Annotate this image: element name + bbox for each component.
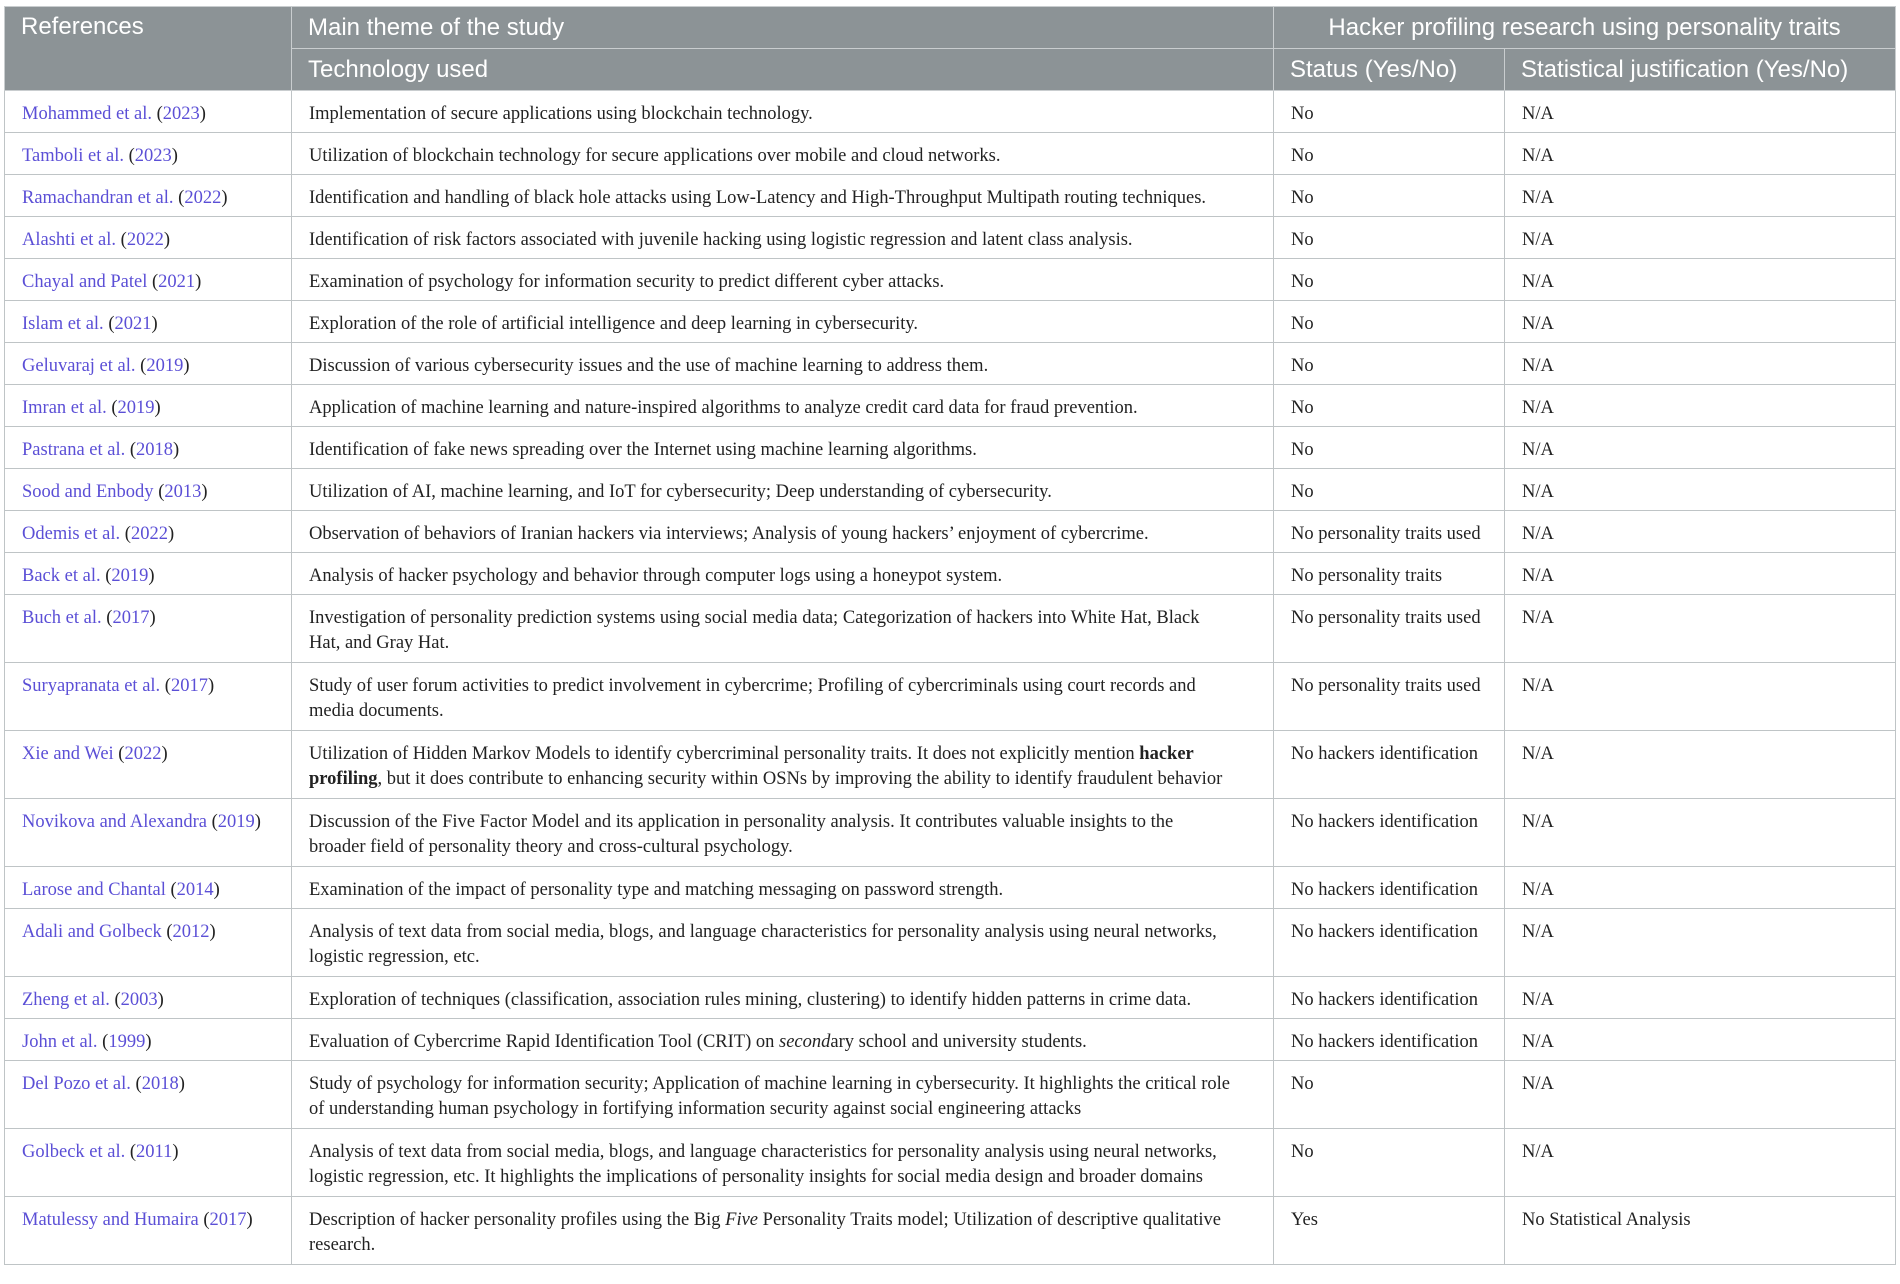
reference-link[interactable]: John et al. [22, 1032, 98, 1052]
status-cell: No personality traits used [1274, 511, 1505, 553]
technology-cell: Identification of fake news spreading over the Internet using machine learning algorithms. [292, 427, 1274, 469]
reference-year-link[interactable]: 2018 [141, 1074, 179, 1094]
status-cell: No hackers identification [1274, 867, 1505, 909]
table-row [5, 427, 1896, 469]
table-row [5, 259, 1896, 301]
reference-cell: Buch et al. (2017) [5, 595, 292, 663]
table-row [5, 511, 1896, 553]
table-row [5, 553, 1896, 595]
reference-year-link[interactable]: 1999 [108, 1032, 146, 1052]
status-cell: No personality traits used [1274, 595, 1505, 663]
table-row [5, 977, 1896, 1019]
reference-cell: Del Pozo et al. (2018) [5, 1061, 292, 1129]
reference-cell: Ramachandran et al. (2022) [5, 175, 292, 217]
technology-cell: Evaluation of Cybercrime Rapid Identification Tool (CRIT) on secondary school and university students. [292, 1019, 1274, 1061]
reference-cell: Zheng et al. (2003) [5, 977, 292, 1019]
table-row [5, 175, 1896, 217]
reference-link[interactable]: Ramachandran et al. [22, 188, 174, 208]
statistical-cell: N/A [1505, 867, 1896, 909]
reference-link[interactable]: Geluvaraj et al. [22, 356, 136, 376]
header-status: Status (Yes/No) [1274, 49, 1505, 91]
technology-cell: Analysis of hacker psychology and behavior through computer logs using a honeypot system. [292, 553, 1274, 595]
technology-cell: Identification and handling of black hole attacks using Low-Latency and High-Throughput Multipath routing techniques. [292, 175, 1274, 217]
reference-link[interactable]: Suryapranata et al. [22, 676, 161, 696]
reference-cell: Mohammed et al. (2023) [5, 91, 292, 133]
reference-link[interactable]: Adali and Golbeck [22, 922, 162, 942]
reference-year-link[interactable]: 2023 [134, 146, 172, 166]
reference-link[interactable]: Back et al. [22, 566, 101, 586]
reference-cell: Sood and Enbody (2013) [5, 469, 292, 511]
reference-cell: Adali and Golbeck (2012) [5, 909, 292, 977]
reference-year-link[interactable]: 2019 [146, 356, 184, 376]
statistical-cell: No Statistical Analysis [1505, 1197, 1896, 1265]
statistical-cell: N/A [1505, 1019, 1896, 1061]
statistical-cell: N/A [1505, 511, 1896, 553]
header-references: References [5, 7, 292, 91]
literature-table [4, 6, 1896, 1265]
status-cell: No personality traits used [1274, 663, 1505, 731]
status-cell: No [1274, 385, 1505, 427]
reference-year-link[interactable]: 2017 [170, 676, 208, 696]
reference-year-link[interactable]: 2022 [124, 744, 162, 764]
reference-cell: Alashti et al. (2022) [5, 217, 292, 259]
statistical-cell: N/A [1505, 259, 1896, 301]
reference-link[interactable]: Alashti et al. [22, 230, 117, 250]
statistical-cell: N/A [1505, 175, 1896, 217]
reference-cell: Xie and Wei (2022) [5, 731, 292, 799]
statistical-cell: N/A [1505, 977, 1896, 1019]
reference-year-link[interactable]: 2017 [112, 608, 150, 628]
header-hacker-profiling: Hacker profiling research using personality traits [1274, 7, 1896, 49]
statistical-cell: N/A [1505, 301, 1896, 343]
reference-year-link[interactable]: 2013 [164, 482, 202, 502]
table-row [5, 867, 1896, 909]
statistical-cell: N/A [1505, 343, 1896, 385]
table-row [5, 731, 1896, 799]
italic-term: Five [725, 1210, 759, 1230]
table-row [5, 343, 1896, 385]
table-row [5, 1061, 1896, 1129]
reference-cell: John et al. (1999) [5, 1019, 292, 1061]
technology-cell: Analysis of text data from social media, blogs, and language characteristics for personality analysis using neural networks, logistic regression, etc. It highlights the implications of personality insights for social media design and broader domains [292, 1129, 1274, 1197]
technology-cell: Implementation of secure applications using blockchain technology. [292, 91, 1274, 133]
status-cell: No [1274, 343, 1505, 385]
table-row [5, 469, 1896, 511]
status-cell: No [1274, 133, 1505, 175]
header-statistical-justification: Statistical justification (Yes/No) [1505, 49, 1896, 91]
status-cell: No hackers identification [1274, 977, 1505, 1019]
reference-link[interactable]: Chayal and Patel [22, 272, 148, 292]
reference-year-link[interactable]: 2017 [209, 1210, 247, 1230]
statistical-cell: N/A [1505, 553, 1896, 595]
reference-cell: Golbeck et al. (2011) [5, 1129, 292, 1197]
status-cell: No [1274, 217, 1505, 259]
status-cell: No hackers identification [1274, 909, 1505, 977]
technology-cell: Study of user forum activities to predict involvement in cybercrime; Profiling of cybercriminals using court records and media documents. [292, 663, 1274, 731]
reference-cell: Imran et al. (2019) [5, 385, 292, 427]
reference-year-link[interactable]: 2021 [158, 272, 196, 292]
reference-link[interactable]: Pastrana et al. [22, 440, 126, 460]
technology-cell: Analysis of text data from social media, blogs, and language characteristics for personality analysis using neural networks, logistic regression, etc. [292, 909, 1274, 977]
reference-year-link[interactable]: 2019 [217, 812, 255, 832]
reference-year-link[interactable]: 2019 [117, 398, 155, 418]
status-cell: No [1274, 259, 1505, 301]
technology-cell: Utilization of AI, machine learning, and IoT for cybersecurity; Deep understanding of cybersecurity. [292, 469, 1274, 511]
technology-cell: Study of psychology for information security; Application of machine learning in cybersecurity. It highlights the critical role of understanding human psychology in fortifying information security against social engineering attacks [292, 1061, 1274, 1129]
statistical-cell: N/A [1505, 595, 1896, 663]
technology-cell: Examination of psychology for information security to predict different cyber attacks. [292, 259, 1274, 301]
bold-term: hacker [1139, 744, 1194, 764]
reference-link[interactable]: Tamboli et al. [22, 146, 124, 166]
technology-cell: Observation of behaviors of Iranian hackers via interviews; Analysis of young hackers’ enjoyment of cybercrime. [292, 511, 1274, 553]
header-main-theme: Main theme of the study [292, 7, 1274, 49]
table-row [5, 1019, 1896, 1061]
technology-cell: Investigation of personality prediction systems using social media data; Categorization of hackers into White Hat, Black Hat, and Gray Hat. [292, 595, 1274, 663]
status-cell: No hackers identification [1274, 731, 1505, 799]
italic-term: second [779, 1032, 831, 1052]
reference-link[interactable]: Del Pozo et al. [22, 1074, 131, 1094]
reference-cell: Back et al. (2019) [5, 553, 292, 595]
technology-cell: Application of machine learning and nature-inspired algorithms to analyze credit card data for fraud prevention. [292, 385, 1274, 427]
statistical-cell: N/A [1505, 469, 1896, 511]
status-cell: No personality traits [1274, 553, 1505, 595]
reference-cell: Tamboli et al. (2023) [5, 133, 292, 175]
table-row [5, 663, 1896, 731]
reference-link[interactable]: Matulessy and Humaira [22, 1210, 199, 1230]
reference-year-link[interactable]: 2023 [162, 104, 200, 124]
technology-cell: Exploration of the role of artificial intelligence and deep learning in cybersecurity. [292, 301, 1274, 343]
technology-cell: Identification of risk factors associated with juvenile hacking using logistic regression and latent class analysis. [292, 217, 1274, 259]
reference-year-link[interactable]: 2022 [184, 188, 222, 208]
status-cell: No [1274, 469, 1505, 511]
reference-cell: Odemis et al. (2022) [5, 511, 292, 553]
reference-link[interactable]: Zheng et al. [22, 990, 110, 1010]
statistical-cell: N/A [1505, 385, 1896, 427]
statistical-cell: N/A [1505, 1061, 1896, 1129]
status-cell: No [1274, 1129, 1505, 1197]
reference-cell: Matulessy and Humaira (2017) [5, 1197, 292, 1265]
table-row [5, 217, 1896, 259]
table-row [5, 91, 1896, 133]
statistical-cell: N/A [1505, 731, 1896, 799]
reference-year-link[interactable]: 2014 [176, 880, 214, 900]
table-header [5, 7, 1896, 91]
statistical-cell: N/A [1505, 91, 1896, 133]
table-row [5, 1129, 1896, 1197]
reference-year-link[interactable]: 2022 [126, 230, 164, 250]
reference-year-link[interactable]: 2022 [130, 524, 168, 544]
reference-link[interactable]: Imran et al. [22, 398, 107, 418]
technology-cell: Description of hacker personality profiles using the Big Five Personality Traits model; Utilization of descriptive qualitative research. [292, 1197, 1274, 1265]
reference-cell: Geluvaraj et al. (2019) [5, 343, 292, 385]
statistical-cell: N/A [1505, 427, 1896, 469]
status-cell: No hackers identification [1274, 1019, 1505, 1061]
table-row [5, 385, 1896, 427]
statistical-cell: N/A [1505, 217, 1896, 259]
reference-link[interactable]: Mohammed et al. [22, 104, 152, 124]
reference-year-link[interactable]: 2003 [120, 990, 158, 1010]
reference-link[interactable]: Islam et al. [22, 314, 104, 334]
status-cell: No [1274, 1061, 1505, 1129]
reference-cell: Novikova and Alexandra (2019) [5, 799, 292, 867]
reference-link[interactable]: Sood and Enbody [22, 482, 154, 502]
statistical-cell: N/A [1505, 909, 1896, 977]
reference-cell: Larose and Chantal (2014) [5, 867, 292, 909]
reference-cell: Pastrana et al. (2018) [5, 427, 292, 469]
reference-link[interactable]: Buch et al. [22, 608, 102, 628]
table-row [5, 595, 1896, 663]
bold-term: profiling [309, 769, 378, 789]
reference-cell: Chayal and Patel (2021) [5, 259, 292, 301]
status-cell: Yes [1274, 1197, 1505, 1265]
statistical-cell: N/A [1505, 133, 1896, 175]
reference-link[interactable]: Larose and Chantal [22, 880, 166, 900]
technology-cell: Exploration of techniques (classification, association rules mining, clustering) to identify hidden patterns in crime data. [292, 977, 1274, 1019]
technology-cell: Discussion of the Five Factor Model and its application in personality analysis. It contributes valuable insights to the broader field of personality theory and cross-cultural psychology. [292, 799, 1274, 867]
status-cell: No [1274, 427, 1505, 469]
technology-cell: Discussion of various cybersecurity issues and the use of machine learning to address them. [292, 343, 1274, 385]
table-row [5, 909, 1896, 977]
reference-link[interactable]: Xie and Wei [22, 744, 114, 764]
statistical-cell: N/A [1505, 1129, 1896, 1197]
table-row [5, 133, 1896, 175]
status-cell: No [1274, 91, 1505, 133]
reference-link[interactable]: Odemis et al. [22, 524, 121, 544]
table-row [5, 1197, 1896, 1265]
table-row [5, 799, 1896, 867]
reference-cell: Islam et al. (2021) [5, 301, 292, 343]
reference-year-link[interactable]: 2018 [136, 440, 174, 460]
header-technology-used: Technology used [292, 49, 1274, 91]
reference-year-link[interactable]: 2012 [172, 922, 210, 942]
statistical-cell: N/A [1505, 663, 1896, 731]
reference-year-link[interactable]: 2019 [111, 566, 149, 586]
status-cell: No [1274, 175, 1505, 217]
statistical-cell: N/A [1505, 799, 1896, 867]
reference-year-link[interactable]: 2011 [136, 1142, 173, 1162]
table-body [5, 91, 1896, 1265]
technology-cell: Utilization of blockchain technology for secure applications over mobile and cloud networks. [292, 133, 1274, 175]
technology-cell: Examination of the impact of personality type and matching messaging on password strength. [292, 867, 1274, 909]
reference-year-link[interactable]: 2021 [114, 314, 152, 334]
status-cell: No hackers identification [1274, 799, 1505, 867]
technology-cell: Utilization of Hidden Markov Models to identify cybercriminal personality traits. It does not explicitly mention hacker profiling, but it does contribute to enhancing security within OSNs by improving the ability to identify fraudulent behavior [292, 731, 1274, 799]
reference-link[interactable]: Novikova and Alexandra [22, 812, 207, 832]
status-cell: No [1274, 301, 1505, 343]
reference-link[interactable]: Golbeck et al. [22, 1142, 126, 1162]
table-row [5, 301, 1896, 343]
reference-cell: Suryapranata et al. (2017) [5, 663, 292, 731]
